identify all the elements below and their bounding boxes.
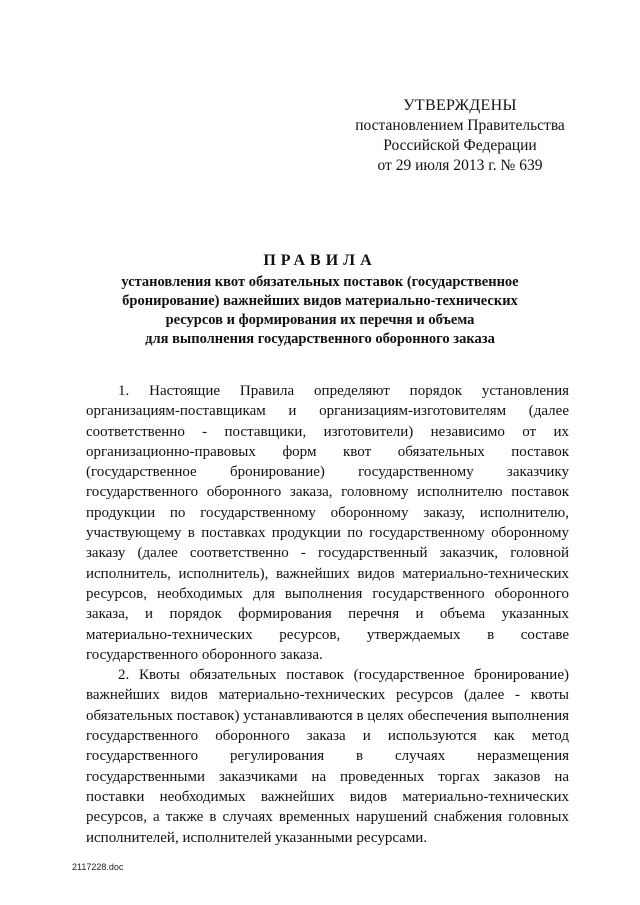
document-body [86,381,569,848]
paragraph-line: поставки необходимых важнейших видов материально-технических [86,788,569,805]
paragraph-line: организациям-поставщикам и организациям-изготовителям (далее [86,403,569,420]
subtitle-line: установления квот обязательных поставок (государственное [121,274,519,290]
document-subtitle [80,273,560,349]
paragraph-line: важнейших видов материально-технических ресурсов (далее - квоты [86,687,569,704]
approval-title: УТВЕРЖДЕНЫ [403,97,517,114]
paragraph-line: материально-технических ресурсов, утверждаемых в составе [86,626,569,643]
file-name-footer: 2117228.doc [72,862,124,872]
paragraph-line: государственными заказчиками на проведенных торгах заказов на [86,768,569,785]
subtitle-line: бронирование) важнейших видов материально-технических [122,293,518,309]
paragraph-line: 2. Квоты обязательных поставок (государственное бронирование) [118,667,569,684]
subtitle-line: для выполнения государственного оборонного заказа [145,331,495,347]
approval-line: постановлением Правительства [355,117,565,134]
paragraph-line: участвующему в поставках продукции по государственному оборонному [86,525,569,542]
paragraph-line: организационно-правовых форм квот обязательных поставок [86,443,569,460]
paragraph-line: исполнителей, исполнителей указанными ресурсами. [86,829,428,846]
approval-line: Российской Федерации [383,137,537,154]
approval-date-line: от 29 июля 2013 г. № 639 [377,157,543,174]
paragraph-line: государственного оборонного заказа, головному исполнителю поставок [86,484,569,501]
paragraph-line: ресурсов, необходимых для выполнения государственного оборонного [86,585,569,602]
approval-block [330,96,590,176]
paragraph-line: государственного оборонного заказа и используются как метод [86,728,569,745]
document-title: ПРАВИЛА [263,252,377,269]
paragraph-line: ресурсов, а также в случаях временных нарушений снабжения головных [86,809,569,826]
paragraph-line: исполнитель, исполнитель), важнейших видов материально-технических [86,565,569,582]
paragraph-2 [86,665,569,848]
paragraph-line: заказу (далее соответственно - государственный заказчик, головной [86,545,569,562]
paragraph-line: государственного оборонного заказа. [86,646,323,663]
paragraph-line: обязательных поставок) устанавливаются в целях обеспечения выполнения [86,707,570,724]
paragraph-line: государственного регулирования в случаях неразмещения [86,748,569,765]
paragraph-line: 1. Настоящие Правила определяют порядок установления [118,383,569,399]
paragraph-1 [86,381,569,665]
paragraph-line: заказа, и порядок формирования перечня и объема указанных [86,606,569,623]
paragraph-line: соответственно - поставщики, изготовители) независимо от их [86,423,569,440]
subtitle-line: ресурсов и формирования их перечня и объема [165,312,475,328]
paragraph-line: (государственное бронирование) государственному заказчику [86,464,569,481]
paragraph-line: продукции по государственному оборонному заказу, исполнителю, [86,504,569,521]
